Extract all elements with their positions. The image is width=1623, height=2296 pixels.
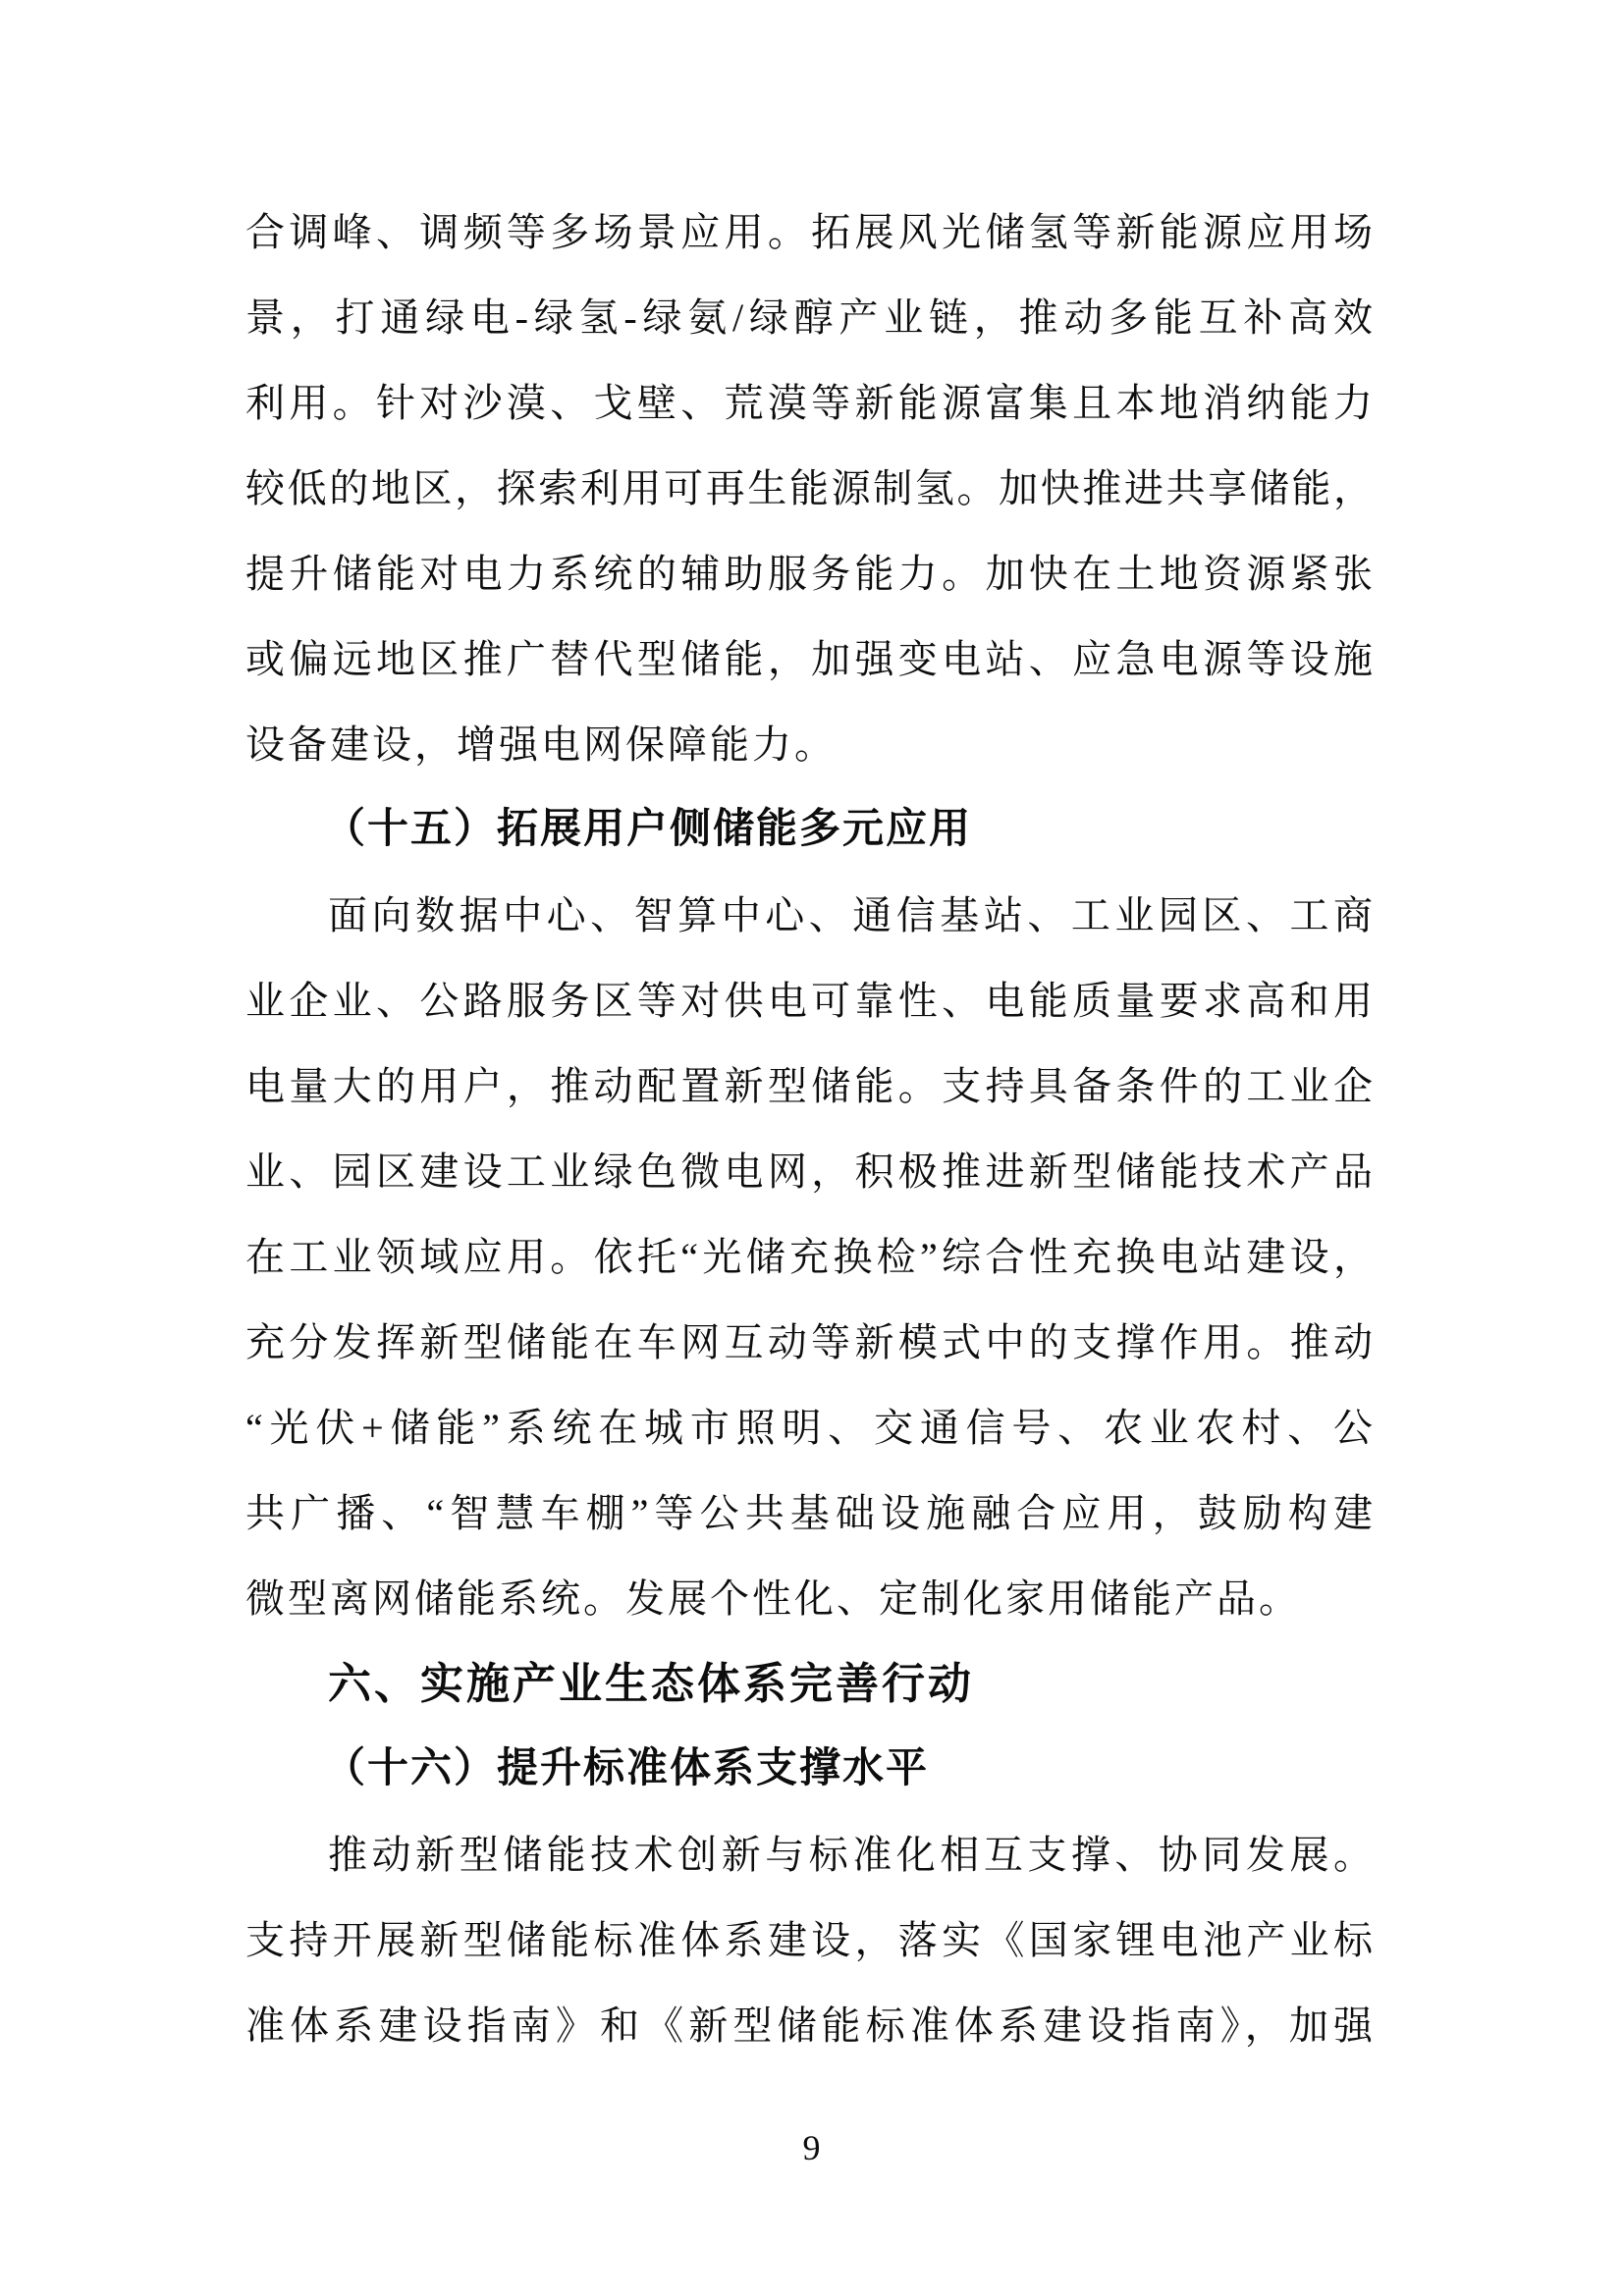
text-line: 充分发挥新型储能在车网互动等新模式中的支撑作用。推动 (245, 1320, 1373, 1364)
text-line: 景，打通绿电-绿氢-绿氨/绿醇产业链，推动多能互补高效 (245, 295, 1373, 340)
text-line: 提升储能对电力系统的辅助服务能力。加快在土地资源紧张 (245, 552, 1373, 596)
text-line: 在工业领域应用。依托“光储充换检”综合性充换电站建设， (245, 1235, 1373, 1279)
text-line: 微型离网储能系统。发展个性化、定制化家用储能产品。 (245, 1576, 1301, 1621)
text-line: 电量大的用户，推动配置新型储能。支持具备条件的工业企 (245, 1064, 1373, 1108)
subsection-heading: （十五）拓展用户侧储能多元应用 (324, 807, 973, 852)
text-line: 准体系建设指南》和《新型储能标准体系建设指南》，加强 (245, 2003, 1373, 2048)
text-line: “光伏+储能”系统在城市照明、交通信号、农业农村、公 (245, 1406, 1373, 1450)
text-line: 推动新型储能技术创新与标准化相互支撑、协同发展。 (328, 1833, 1373, 1877)
text-line: 较低的地区，探索利用可再生能源制氢。加快推进共享储能， (245, 466, 1373, 510)
page-number: 9 (802, 2128, 821, 2167)
text-line: 合调峰、调频等多场景应用。拓展风光储氢等新能源应用场 (245, 210, 1373, 254)
text-line: 或偏远地区推广替代型储能，加强变电站、应急电源等设施 (245, 637, 1373, 681)
text-line: 共广播、“智慧车棚”等公共基础设施融合应用，鼓励构建 (245, 1491, 1373, 1535)
text-line: 支持开展新型储能标准体系建设，落实《国家锂电池产业标 (245, 1918, 1373, 1962)
text-line: 利用。针对沙漠、戈壁、荒漠等新能源富集且本地消纳能力 (245, 381, 1373, 425)
text-line: 业企业、公路服务区等对供电可靠性、电能质量要求高和用 (245, 979, 1373, 1023)
section-heading: 六、实施产业生态体系完善行动 (328, 1660, 974, 1708)
text-line: 业、园区建设工业绿色微电网，积极推进新型储能技术产品 (245, 1149, 1373, 1194)
text-line: 面向数据中心、智算中心、通信基站、工业园区、工商 (328, 893, 1373, 937)
subsection-heading: （十六）提升标准体系支撑水平 (324, 1746, 930, 1791)
text-line: 设备建设，增强电网保障能力。 (245, 722, 837, 767)
document-body (245, 189, 1373, 2068)
